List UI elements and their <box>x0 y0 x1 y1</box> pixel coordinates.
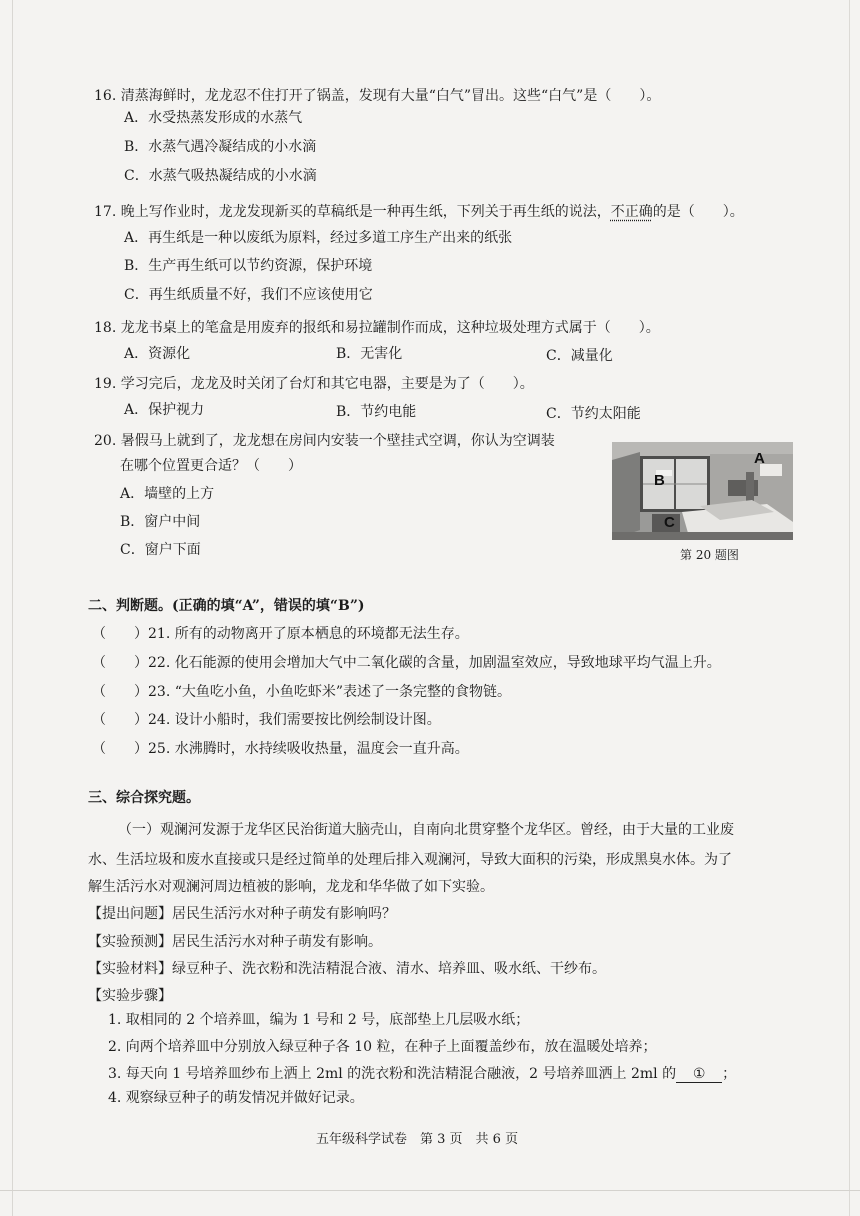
experiment-step-3-end: ； <box>722 1066 737 1082</box>
q17-option-a[interactable]: A．再生纸是一种以废纸为原料，经过多道工序生产出来的纸张 <box>124 230 513 246</box>
bedroom-figure <box>612 442 793 540</box>
q18-option-c[interactable]: C．减量化 <box>546 348 613 364</box>
scan-edge-right <box>849 0 850 1216</box>
figure-label-b: B <box>654 472 665 489</box>
answer-blank-1[interactable]: ① <box>676 1066 722 1083</box>
q17-stem <box>94 202 744 222</box>
q19-stem: 19. 学习完后，龙龙及时关闭了台灯和其它电器，主要是为了（ ）。 <box>94 376 534 392</box>
q16-option-a[interactable]: A．水受热蒸发形成的水蒸气 <box>124 110 303 126</box>
judge-item-21[interactable]: （ ）21. 所有的动物离开了原本栖息的环境都无法生存。 <box>92 626 469 642</box>
q17-option-b[interactable]: B．生产再生纸可以节约资源，保护环境 <box>124 258 373 274</box>
scan-edge-bottom <box>0 1190 860 1191</box>
scan-edge-left <box>12 0 13 1216</box>
q17-emphasis: 不正确 <box>610 204 653 220</box>
bedroom-illustration <box>612 442 793 540</box>
experiment-step-1: 1. 取相同的 2 个培养皿，编为 1 号和 2 号，底部垫上几层吸水纸； <box>108 1012 530 1028</box>
section3-paragraph-1: （一）观澜河发源于龙华区民治街道大脑壳山，自南向北贯穿整个龙华区。曾经，由于大量的工业废 <box>118 822 734 838</box>
experiment-step-3 <box>108 1064 736 1084</box>
q17-stem-end: 的是（ ）。 <box>652 204 744 220</box>
q16-stem: 16. 清蒸海鲜时，龙龙忍不住打开了锅盖，发现有大量“白气”冒出。这些“白气”是（ ）。 <box>94 88 661 104</box>
q17-option-c[interactable]: C．再生纸质量不好，我们不应该使用它 <box>124 287 373 303</box>
q18-option-a[interactable]: A．资源化 <box>124 346 191 362</box>
q19-option-b[interactable]: B．节约电能 <box>336 404 417 420</box>
experiment-step-4: 4. 观察绿豆种子的萌发情况并做好记录。 <box>108 1090 364 1106</box>
section3-paragraph-3: 解生活污水对观澜河周边植被的影响，龙龙和华华做了如下实验。 <box>88 879 494 895</box>
section3-paragraph-2: 水、生活垃圾和废水直接或只是经过简单的处理后排入观澜河，导致大面积的污染，形成黑臭水体。为了 <box>88 852 732 868</box>
experiment-question: 【提出问题】居民生活污水对种子萌发有影响吗？ <box>88 906 396 922</box>
q18-option-b[interactable]: B．无害化 <box>336 346 403 362</box>
experiment-materials: 【实验材料】绿豆种子、洗衣粉和洗洁精混合液、清水、培养皿、吸水纸、干纱布。 <box>88 961 606 977</box>
section2-title: 二、判断题。(正确的填“A”，错误的填“B”) <box>88 598 365 614</box>
figure-caption: 第 20 题图 <box>680 548 739 562</box>
q18-stem: 18. 龙龙书桌上的笔盒是用废弃的报纸和易拉罐制作而成，这种垃圾处理方式属于（ ）。 <box>94 320 660 336</box>
judge-item-25[interactable]: （ ）25. 水沸腾时，水持续吸收热量，温度会一直升高。 <box>92 741 469 757</box>
page-footer: 五年级科学试卷 第 3 页 共 6 页 <box>316 1132 519 1147</box>
q20-option-b[interactable]: B．窗户中间 <box>120 514 201 530</box>
q16-option-c[interactable]: C．水蒸气吸热凝结成的小水滴 <box>124 168 317 184</box>
judge-item-22[interactable]: （ ）22. 化石能源的使用会增加大气中二氧化碳的含量，加剧温室效应，导致地球平均气温上升。 <box>92 655 721 671</box>
judge-item-24[interactable]: （ ）24. 设计小船时，我们需要按比例绘制设计图。 <box>92 712 441 728</box>
section3-title: 三、综合探究题。 <box>88 790 200 806</box>
q20-option-c[interactable]: C．窗户下面 <box>120 542 201 558</box>
q20-stem-line2: 在哪个位置更合适？（ ） <box>120 458 302 474</box>
experiment-steps-title: 【实验步骤】 <box>88 988 172 1004</box>
experiment-prediction: 【实验预测】居民生活污水对种子萌发有影响。 <box>88 934 382 950</box>
figure-label-a: A <box>754 450 765 467</box>
q20-option-a[interactable]: A．墙壁的上方 <box>120 486 215 502</box>
q19-option-a[interactable]: A．保护视力 <box>124 402 205 418</box>
q17-stem-text: 17. 晚上写作业时，龙龙发现新买的草稿纸是一种再生纸，下列关于再生纸的说法， <box>94 204 611 220</box>
q19-option-c[interactable]: C．节约太阳能 <box>546 406 641 422</box>
q16-option-b[interactable]: B．水蒸气遇冷凝结成的小水滴 <box>124 139 317 155</box>
q20-stem-line1: 20. 暑假马上就到了，龙龙想在房间内安装一个壁挂式空调，你认为空调装 <box>94 433 555 449</box>
figure-label-c: C <box>664 514 675 531</box>
experiment-step-2: 2. 向两个培养皿中分别放入绿豆种子各 10 粒，在种子上面覆盖纱布，放在温暖处培养； <box>108 1039 657 1055</box>
judge-item-23[interactable]: （ ）23. “大鱼吃小鱼，小鱼吃虾米”表述了一条完整的食物链。 <box>92 684 512 700</box>
experiment-step-3-text: 3. 每天向 1 号培养皿纱布上洒上 2ml 的洗衣粉和洗洁精混合融液，2 号培养皿洒上 2ml 的 <box>108 1066 677 1082</box>
